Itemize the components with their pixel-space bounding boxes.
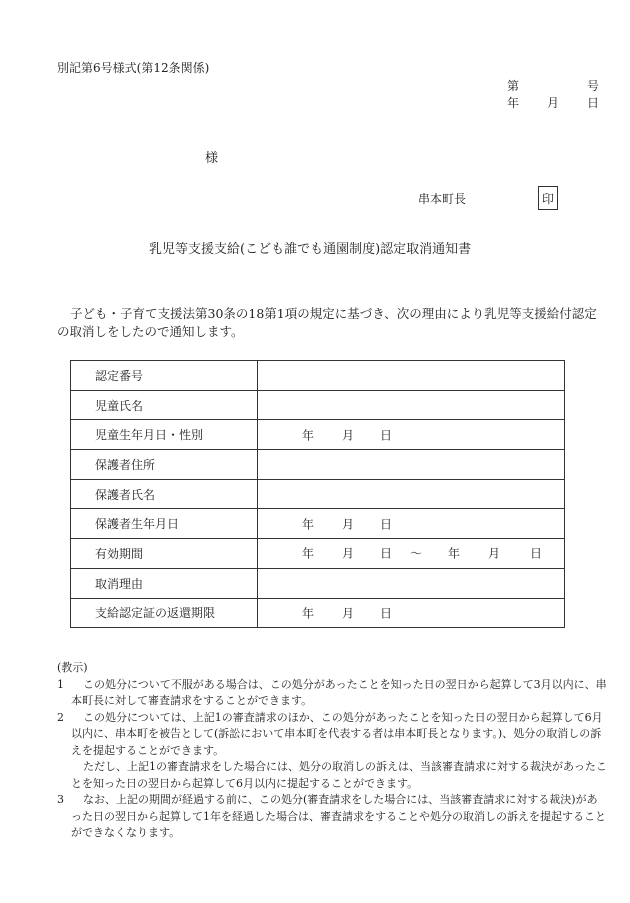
- date-part-label: 年: [302, 546, 315, 561]
- notes-section: [57, 660, 607, 842]
- number-suffix: 号: [586, 79, 599, 93]
- date-part-label: 日: [380, 517, 393, 532]
- table-row: [71, 361, 565, 391]
- date-part-label: 年: [448, 546, 461, 561]
- date-part-label: 日: [380, 546, 393, 561]
- notes-heading: (教示): [57, 661, 88, 674]
- row-value-field[interactable]: [258, 509, 565, 539]
- date-part-label: 月: [488, 546, 501, 561]
- date-part-label: 日: [380, 606, 393, 621]
- date-part-label: 月: [342, 606, 355, 621]
- table-row: [71, 539, 565, 569]
- date-part-label: 年: [302, 606, 315, 621]
- info-table: [70, 360, 565, 628]
- row-value-field[interactable]: [258, 479, 565, 509]
- form-label: 別記第6号様式(第12条関係): [57, 61, 210, 75]
- date-part-label: 年: [302, 428, 315, 443]
- date-year: 年: [507, 96, 520, 110]
- row-value-field[interactable]: [258, 450, 565, 480]
- row-value-field[interactable]: [258, 390, 565, 420]
- note-item: [57, 677, 607, 710]
- table-row: [71, 420, 565, 450]
- note-number: 3: [57, 793, 64, 806]
- date-part-label: 年: [302, 517, 315, 532]
- row-label: 保護者生年月日: [71, 509, 258, 539]
- date-part-label: 月: [342, 428, 355, 443]
- number-prefix: 第: [507, 79, 520, 93]
- document-body: 子ども・子育て支援法第30条の18第1項の規定に基づき、次の理由により乳児等支援給付認定の取消しをしたので通知します。: [57, 306, 597, 339]
- table-row: [71, 390, 565, 420]
- row-value-field[interactable]: [258, 598, 565, 628]
- date-part-label: 日: [380, 428, 393, 443]
- date-part-label: 月: [342, 517, 355, 532]
- row-value-field[interactable]: [258, 539, 565, 569]
- row-value-field[interactable]: [258, 420, 565, 450]
- note-text: この処分については、上記1の審査請求のほか、この処分があったことを知った日の翌日から起算して6月以内に、串本町を被告として(訴訟において串本町を代表する者は串本町長となります。)、処分の取消しの訴えを提起することができます。: [71, 710, 603, 757]
- table-row: [71, 509, 565, 539]
- date-month: 月: [547, 96, 560, 110]
- row-label: 認定番号: [71, 361, 258, 391]
- row-label: 児童生年月日・性別: [71, 420, 258, 450]
- row-label: 保護者住所: [71, 450, 258, 480]
- range-separator: 〜: [410, 546, 423, 561]
- table-row: [71, 598, 565, 628]
- table-row: [71, 479, 565, 509]
- seal-box: [538, 186, 558, 210]
- note-text: ただし、上記1の審査請求をした場合には、処分の取消しの訴えは、当該審査請求に対する裁決があったことを知った日の翌日から起算して6月以内に提起することができます。: [71, 760, 607, 790]
- table-row: [71, 450, 565, 480]
- row-value-field[interactable]: [258, 361, 565, 391]
- sender-title: 串本町長: [418, 192, 467, 206]
- row-label: 支給認定証の返還期限: [71, 598, 258, 628]
- note-number: 2: [57, 710, 64, 724]
- date-day: 日: [586, 96, 599, 110]
- row-label: 取消理由: [71, 568, 258, 598]
- seal-label: 印: [541, 191, 554, 206]
- addressee-honorific: 様: [205, 151, 219, 166]
- row-label: 保護者氏名: [71, 479, 258, 509]
- note-text: この処分について不服がある場合は、この処分があったことを知った日の翌日から起算して3月以内に、串本町長に対して審査請求をすることができます。: [71, 677, 607, 707]
- note-number: 1: [57, 677, 64, 691]
- row-label: 児童氏名: [71, 390, 258, 420]
- date-part-label: 日: [530, 546, 543, 561]
- row-value-field[interactable]: [258, 568, 565, 598]
- table-row: [71, 568, 565, 598]
- note-item: [57, 792, 607, 842]
- note-item: [57, 710, 607, 793]
- row-label: 有効期間: [71, 539, 258, 569]
- notes-list: [57, 677, 607, 842]
- document-title: 乳児等支援支給(こども誰でも通園制度)認定取消通知書: [149, 242, 472, 257]
- note-text: なお、上記の期間が経過する前に、この処分(審査請求をした場合には、当該審査請求に対する裁決)があった日の翌日から起算して1年を経過した場合は、審査請求をすることや処分の取消しの訴えを提起することができなくなります。: [71, 793, 606, 839]
- date-part-label: 月: [342, 546, 355, 561]
